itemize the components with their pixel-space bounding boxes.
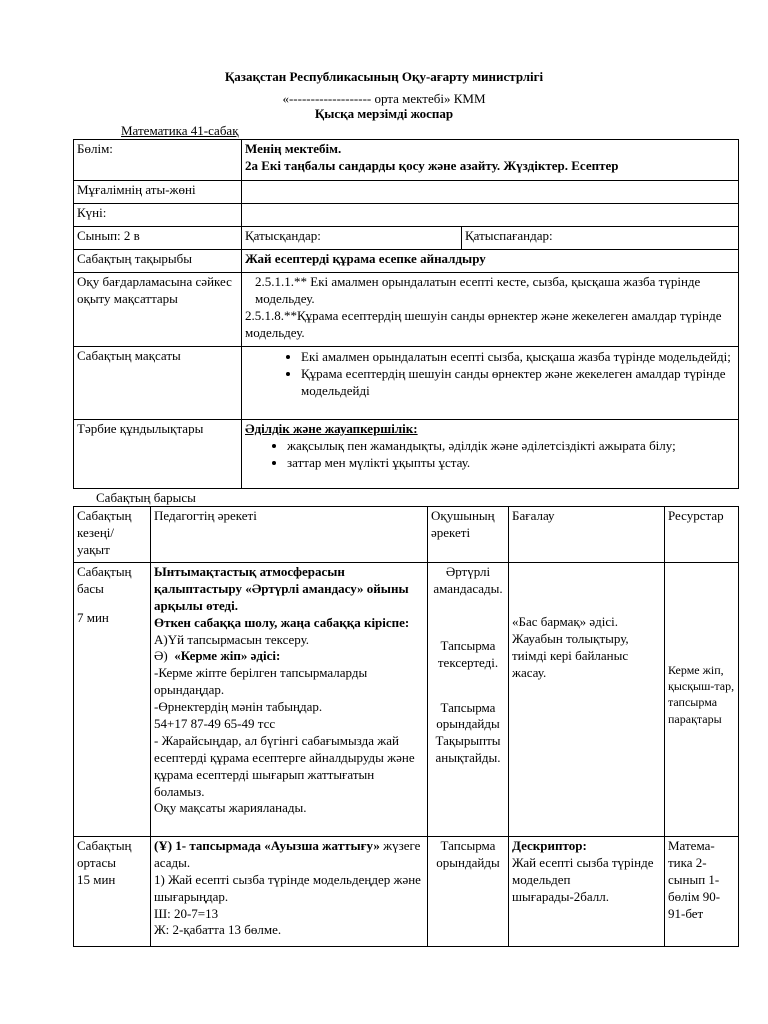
- student-action-middle: Тапсырма орындайды: [428, 837, 509, 947]
- values-value: [242, 420, 739, 489]
- school-name: «------------------- орта мектебі» КММ: [282, 91, 486, 106]
- teacher-action-middle: (Ұ) 1- тапсырмада «Ауызша жаттығу» жүзеге асады. 1) Жай есепті сызба түрінде модельдеңдер және шығарыңдар. Ш: 20-7=13 Ж: 2-қабатта 13 бөлме.: [151, 837, 428, 947]
- ministry-title: Қазақстан Республикасының Оқу-ағарту министрлігі: [224, 69, 544, 84]
- values-title: Әділдік және жауапкершілік:: [245, 421, 418, 436]
- resources-header: Ресурстар: [665, 507, 739, 563]
- lesson-label: Математика 41-сабақ: [121, 123, 239, 138]
- goal-label: Сабақтың мақсаты: [74, 347, 242, 420]
- section-label: Бөлім:: [74, 140, 242, 181]
- student-action-start: Әртүрлі амандасады. Тапсырма тексертеді. Тапсырма орындайды Тақырыпты анықтайды.: [428, 563, 509, 837]
- stage-time: 7 мин: [77, 609, 109, 625]
- values-label: Тәрбие құндылықтары: [74, 420, 242, 489]
- teacher-action-start: Ынтымақтастық атмосферасын қалыптастыру «Әртүрлі амандасу» ойыны арқылы өтеді. Өткен сабаққа шолу, жаңа сабаққа кіріспе: А)Үй тапсырмасын тексеру. Ә) «Керме жіп» әдісі: -Керме жіпте берілген тапсырмаларды орындаңдар. -Өрнектердің мәнін табыңдар. 54+17 87-49 65-49 тсс - Жарайсыңдар, ал бүгінгі сабағымызда жай есептерді құрама есептерге айналдыруды және құрама есептерді шығарып жаттығатын боламыз. Оқу мақсаты жарияланады.: [151, 563, 428, 837]
- stage-time: 15 мин: [77, 871, 116, 887]
- student-header: Оқушының әрекеті: [428, 507, 509, 563]
- date-label: Күні:: [74, 204, 242, 227]
- resources-middle: Матема-тика 2-сынып 1-бөлім 90-91-бет: [665, 837, 739, 947]
- date-value: [242, 204, 739, 227]
- goal-item: • Екі амалмен орындалатын есепті сызба, қысқаша жазба түрінде модельдейді;: [301, 349, 735, 366]
- teacher-value: [242, 181, 739, 204]
- topic-label: Сабақтың тақырыбы: [74, 250, 242, 273]
- stage-header: Сабақтың кезеңі/ уақыт: [74, 507, 151, 563]
- info-table: [73, 139, 739, 489]
- goal-item: • Құрама есептердің шешуін санды өрнектер және жекелеген амалдар түрінде модельдейді: [301, 366, 735, 400]
- flow-title: Сабақтың барысы: [96, 490, 196, 505]
- goal-value: [242, 347, 739, 420]
- teacher-header: Педагогтің әрекеті: [151, 507, 428, 563]
- section-value: Менің мектебім. 2а Екі таңбалы сандарды қосу және азайту. Жүздіктер. Есептер: [242, 140, 739, 181]
- flow-table: [73, 506, 739, 947]
- assessment-middle: Дескриптор: Жай есепті сызба түрінде модельдеп шығарады-2балл.: [509, 837, 665, 947]
- plan-title: Қысқа мерзімді жоспар: [314, 106, 454, 121]
- stage-start: Сабақтың басы 7 мин: [74, 563, 151, 837]
- resources-start: Керме жіп, қысқыш-тар, тапсырма парақтары: [665, 563, 739, 837]
- objectives-value: [242, 273, 739, 347]
- value-item: • заттар мен мүлікті ұқыпты ұстау.: [287, 455, 735, 472]
- assessment-header: Бағалау: [509, 507, 665, 563]
- objective-1: 2.5.1.1.** Екі амалмен орындалатын есепті кесте, сызба, қысқаша жазба түрінде модельдеу.: [255, 274, 701, 306]
- assessment-start: «Бас бармақ» әдісі. Жауабын толықтыру, тиімді кері байланыс жасау.: [509, 563, 665, 837]
- present-label: Қатысқандар:: [242, 227, 462, 250]
- teacher-label: Мұғалімнің аты-жөні: [74, 181, 242, 204]
- objective-2: 2.5.1.8.**Құрама есептердің шешуін санды өрнектер және жекелеген амалдар түрінде модельдеу.: [245, 307, 722, 340]
- class-label: Сынып: 2 в: [74, 227, 242, 250]
- stage-middle: Сабақтың ортасы 15 мин: [74, 837, 151, 947]
- topic-value: Жай есептерді құрама есепке айналдыру: [242, 250, 739, 273]
- descriptor-label: Дескриптор:: [512, 838, 587, 853]
- value-item: • жақсылық пен жамандықты, әділдік және әділетсіздікті ажырата білу;: [287, 438, 735, 455]
- absent-label: Қатыспағандар:: [462, 227, 739, 250]
- objectives-label: Оқу бағдарламасына сәйкес оқыту мақсаттары: [74, 273, 242, 347]
